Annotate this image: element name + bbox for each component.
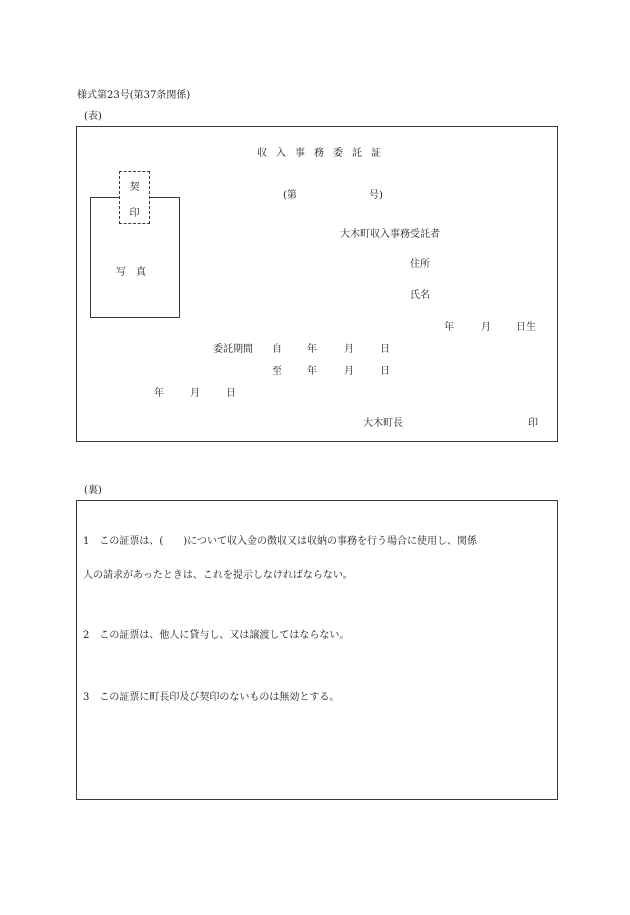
issue-month: 月 [190,388,200,399]
back-item-1-line-1: 1 この証票は、( )について収入金の徴収又は収納の事務を行う場合に使用し、関係 [83,536,477,547]
photo-label: 写真 [116,267,156,278]
birth-year: 年 [444,322,454,333]
to-month: 月 [344,366,354,377]
to-label: 至 [272,366,282,377]
front-label: (表) [84,111,102,122]
issue-day: 日 [226,388,236,399]
back-item-2: 2 この証票は、他人に貸与し、又は譲渡してはならない。 [83,630,350,641]
from-day: 日 [380,344,390,355]
to-day: 日 [380,366,390,377]
issue-year: 年 [154,388,164,399]
period-label: 委託期間 [213,344,253,355]
trustee-title: 大木町収入事務受託者 [340,229,440,240]
tally-seal-box [119,171,150,224]
number-prefix: (第 [283,190,297,201]
back-item-3: 3 この証票に町長印及び契印のないものは無効とする。 [83,692,340,703]
from-label: 自 [272,344,282,355]
seal-char-2: 印 [129,208,140,219]
to-year: 年 [307,366,317,377]
certificate-title: 収入事務委託証 [257,148,390,159]
name-label: 氏名 [410,290,430,301]
from-year: 年 [307,344,317,355]
mayor-label: 大木町長 [363,418,403,429]
back-label: (裏) [84,485,102,496]
form-number: 様式第23号(第37条関係) [77,90,191,101]
birth-day: 日生 [516,322,536,333]
birth-month: 月 [481,322,491,333]
mayor-seal-mark: 印 [528,418,538,429]
seal-char-1: 契 [129,182,140,193]
number-suffix: 号) [369,190,383,201]
back-item-1-line-2: 人の請求があったときは、これを提示しなければならない。 [83,570,353,581]
address-label: 住所 [410,259,430,270]
from-month: 月 [344,344,354,355]
